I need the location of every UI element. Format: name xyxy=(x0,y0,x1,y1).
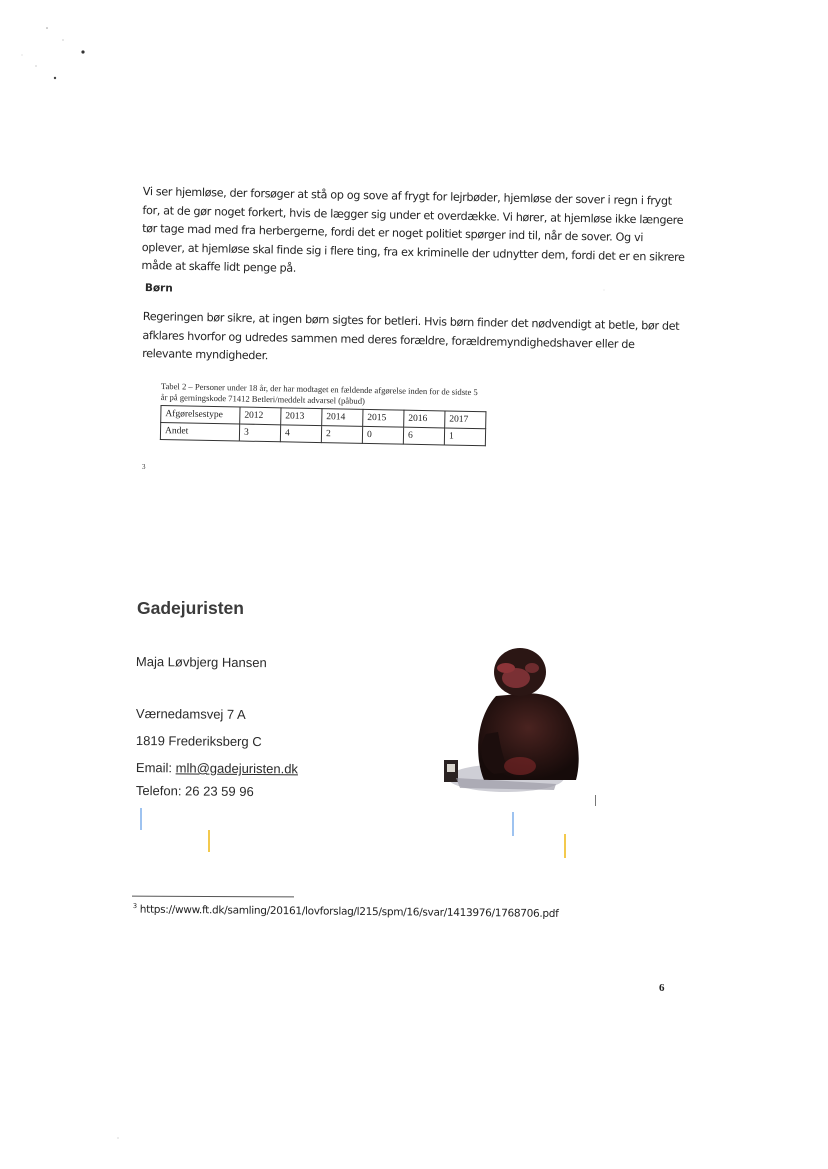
scan-mark-yellow xyxy=(208,830,210,852)
page-number: 6 xyxy=(659,982,665,994)
contact-email xyxy=(136,760,298,776)
table-header-cell: Afgørelsestype xyxy=(161,406,240,425)
table-header-cell: 2015 xyxy=(363,409,404,427)
footnote-divider xyxy=(132,896,294,898)
table-cell: Andet xyxy=(160,423,239,442)
table-header-cell: 2014 xyxy=(322,409,363,427)
contact-phone: Telefon: 26 23 59 96 xyxy=(135,783,254,800)
gorilla-photo xyxy=(436,638,586,800)
table-cell: 4 xyxy=(280,425,321,443)
scan-mark-gray xyxy=(595,795,596,806)
scan-mark-yellow xyxy=(564,834,566,858)
section-heading-children: Børn xyxy=(144,282,173,295)
contact-street: Værnedamsvej 7 A xyxy=(135,706,246,722)
contact-name: Maja Løvbjerg Hansen xyxy=(135,654,267,671)
table-cell: 1 xyxy=(444,428,485,446)
data-table xyxy=(160,405,487,446)
footnote-marker: 3 xyxy=(142,463,146,471)
table-header-cell: 2017 xyxy=(445,411,486,429)
contact-city: 1819 Frederiksberg C xyxy=(135,733,262,750)
email-label: Email: xyxy=(135,760,176,776)
table-header-cell: 2013 xyxy=(281,408,322,426)
footnote-number: 3 xyxy=(132,902,137,911)
table-cell: 6 xyxy=(403,427,444,445)
footnote xyxy=(133,902,559,920)
table-cell: 0 xyxy=(362,426,403,444)
org-name: Gadejuristen xyxy=(137,598,244,618)
footnote-url[interactable]: https://www.ft.dk/samling/20161/lovforslag/l215/spm/16/svar/1413976/1768706.pdf xyxy=(139,903,559,920)
table-header-cell: 2012 xyxy=(240,407,281,425)
scan-mark-blue xyxy=(512,812,514,836)
email-link[interactable]: mlh@gadejuristen.dk xyxy=(175,760,299,777)
table-cell: 3 xyxy=(239,424,280,442)
table-caption: Tabel 2 – Personer under 18 år, der har modtaget en fældende afgørelse inden for de sidste 5 år på gerningskode 71412 Betleri/meddelt advarsel (påbud) xyxy=(160,381,478,406)
table-cell: 2 xyxy=(321,426,362,444)
scan-mark-blue xyxy=(140,808,142,830)
paragraph-children: Regeringen bør sikre, at ingen børn sigtes for betleri. Hvis børn finder det nødvendigt at betle, bør det afklares hvorfor og udredes sammen med deres forældre, forældremyndighedshaver eller de relevante myndigheder. xyxy=(142,309,680,363)
table-block xyxy=(160,381,489,446)
paragraph-homeless: Vi ser hjemløse, der forsøger at stå op og sove af frygt for lejrbøder, hjemløse der sover i regn i frygt for, at de gør noget forkert, hvis de lægger sig under et overdække. Vi hører, at hjemløse ikke længere tør tage mad med fra herbergerne, fordi det er noget politiet spørger ind til, når de sover. Og vi oplever, at hjemløse skal finde sig i flere ting, fra ex kriminelle der udnytter dem, fordi det er en sikrere måde at skaffe lidt penge på. xyxy=(141,184,685,275)
table-header-cell: 2016 xyxy=(404,410,445,428)
